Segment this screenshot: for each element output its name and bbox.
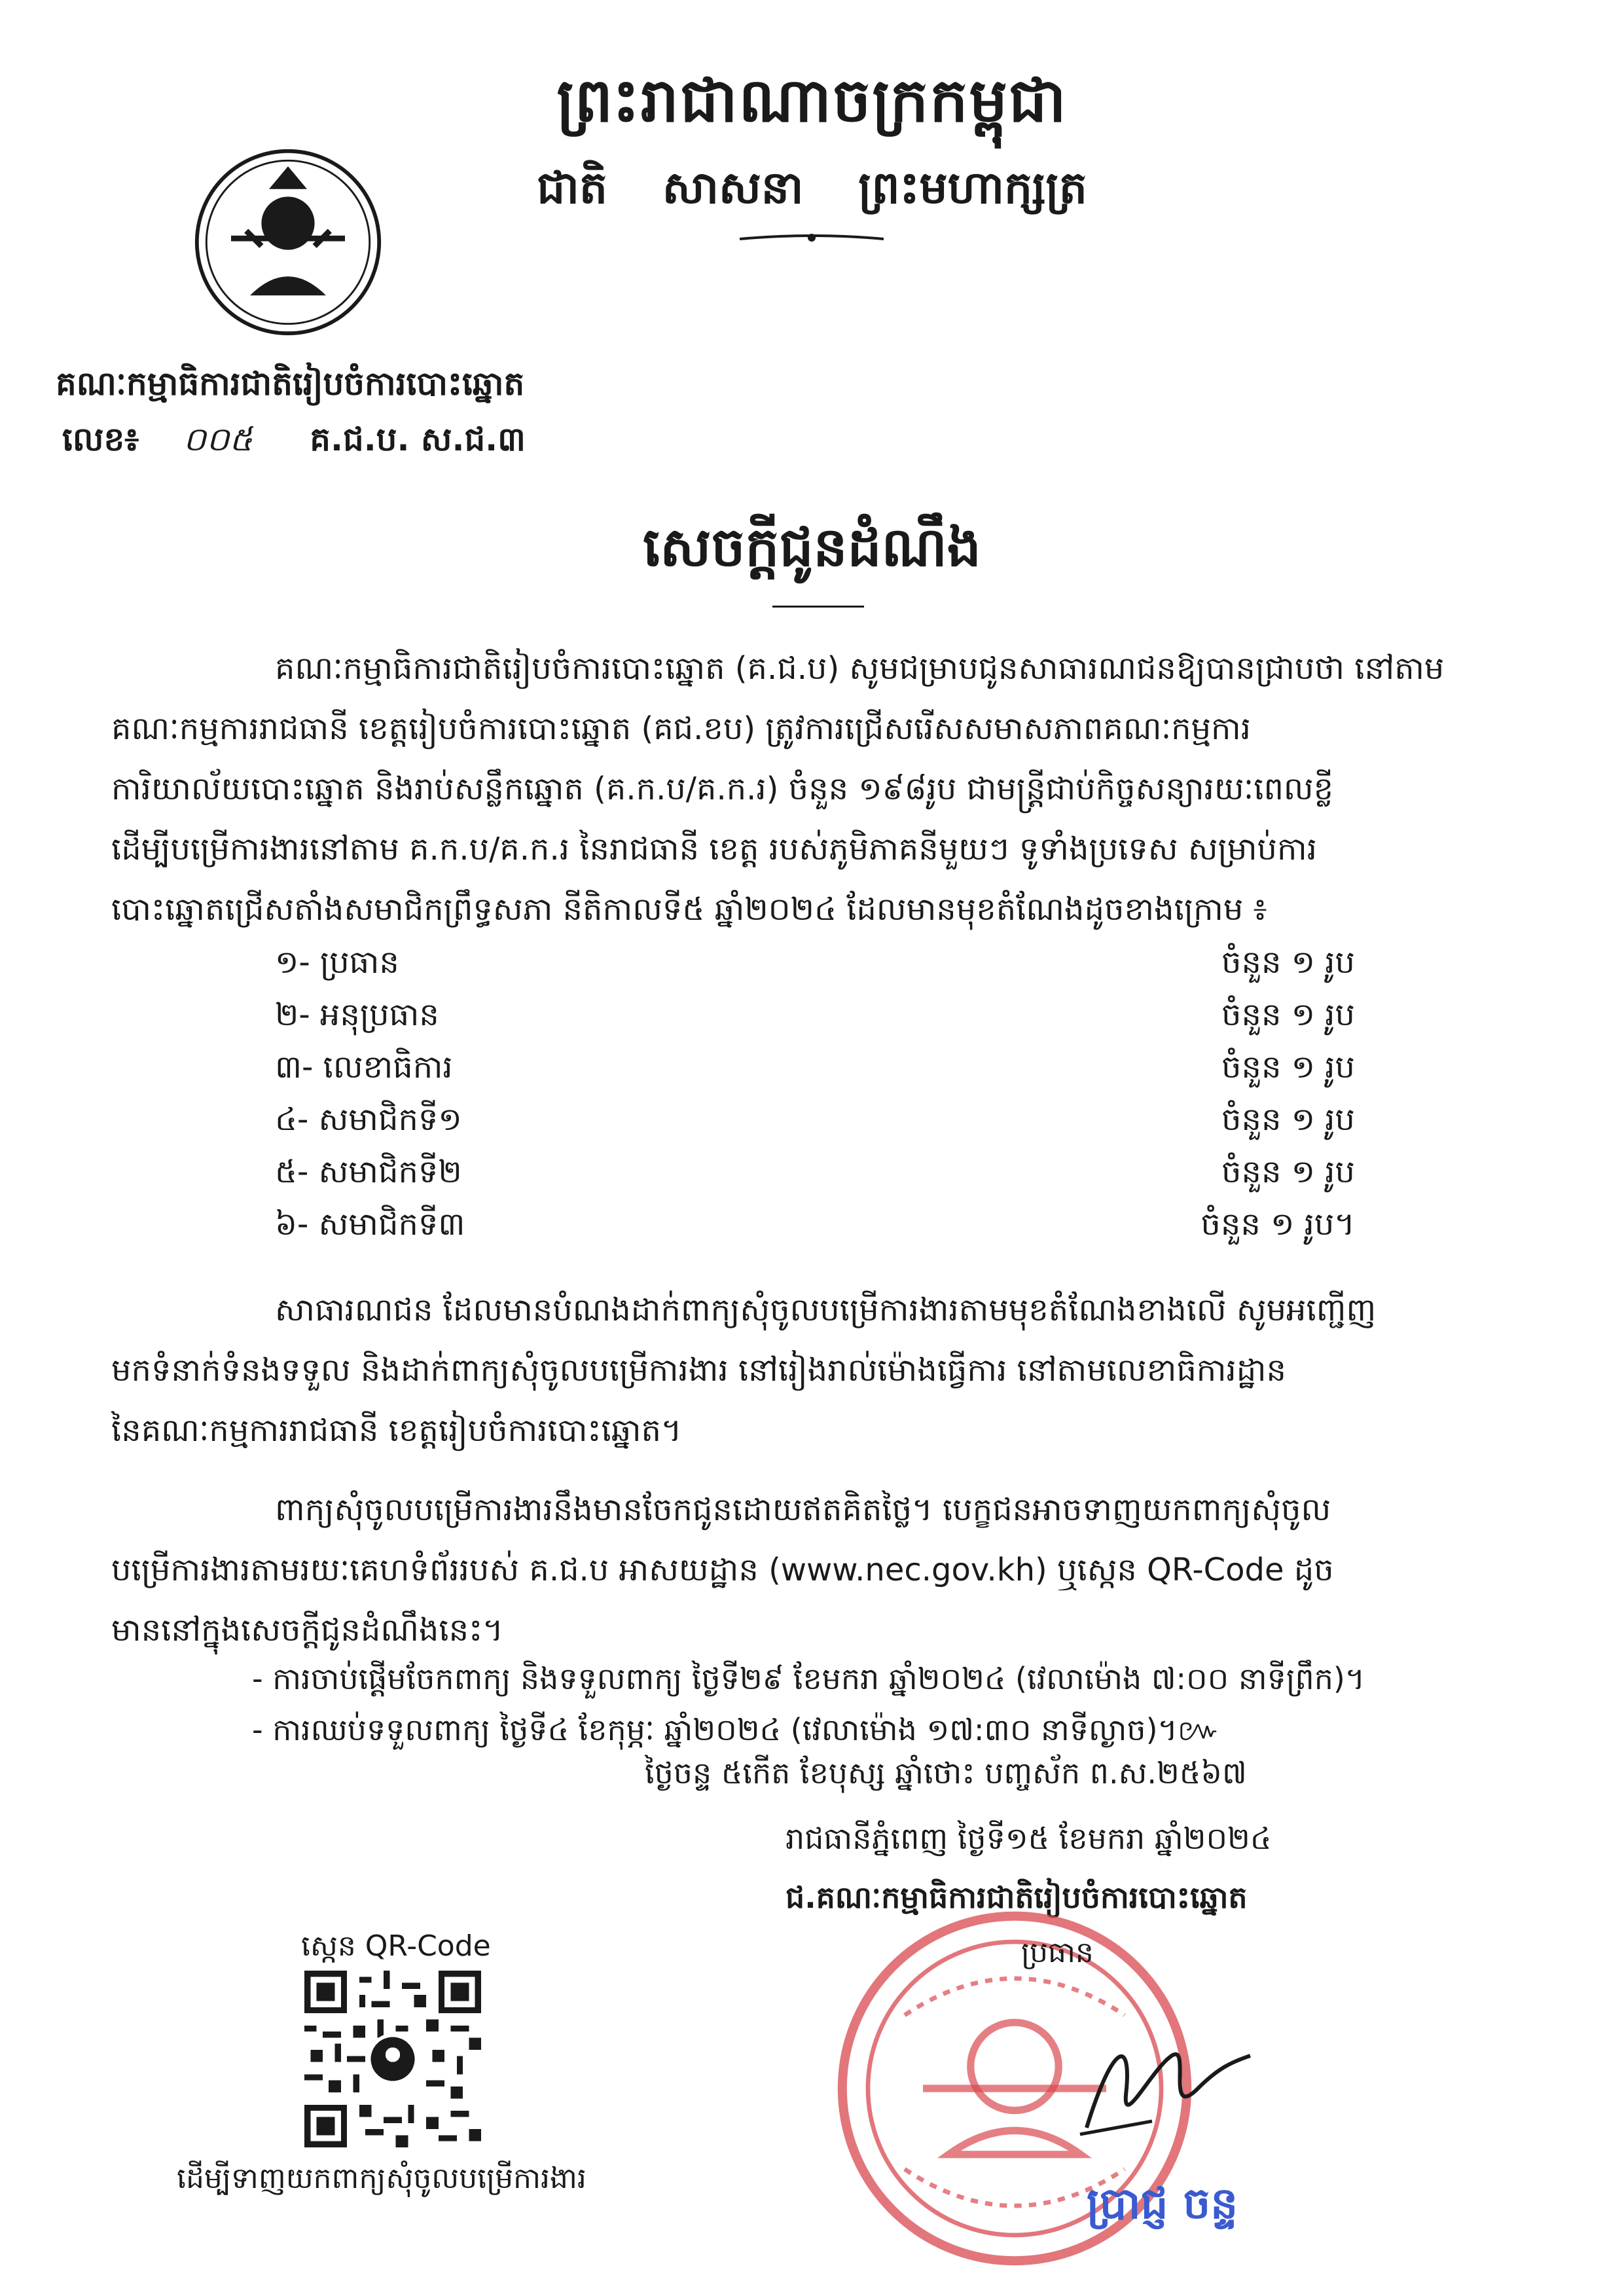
solar-date: រាជធានីភ្នំពេញ ថ្ងៃទី១៥ ខែមករា ឆ្នាំ២០២៤ xyxy=(785,1821,1272,1856)
list-item xyxy=(275,989,1355,1041)
paragraph-line: បោះឆ្នោតជ្រើសតាំងសមាជិកព្រឹទ្ធសភា នីតិកាលទី៥ ឆ្នាំ២០២៤ ដែលមានមុខតំណែងដូចខាងក្រោម ៖ xyxy=(111,891,1267,928)
motto-religion: សាសនា xyxy=(662,162,804,214)
position-count: ចំនួន ១ រូប xyxy=(1221,996,1355,1033)
paragraph-line: ការិយាល័យបោះឆ្នោត និងរាប់សន្លឹកឆ្នោត (គ.ក.ប/គ.ក.រ) ចំនួន ១៩៨រូប ជាមន្ត្រីជាប់កិច្ចសន្យារយៈពេលខ្លី xyxy=(111,771,1334,807)
position-count: ចំនួន ១ រូប xyxy=(1221,944,1355,981)
position-count: ចំនួន ១ រូប xyxy=(1221,1154,1355,1190)
qr-code-icon[interactable] xyxy=(304,1971,481,2147)
list-item xyxy=(275,936,1355,989)
paragraph-line: មកទំនាក់ទំនងទទួល និងដាក់ពាក្យសុំចូលបម្រើការងារ នៅរៀងរាល់ម៉ោងធ្វើការ នៅតាមលេខាធិការដ្ឋាន xyxy=(111,1352,1286,1389)
position-label: ៣- លេខាធិការ xyxy=(275,1049,453,1085)
paragraph-announcement xyxy=(111,638,1519,939)
list-item xyxy=(275,1146,1355,1198)
on-behalf-of: ជ.គណៈកម្មាធិការជាតិរៀបចំការបោះឆ្នោត xyxy=(785,1880,1248,1915)
paragraph-line: ពាក្យសុំចូលបម្រើការងារនឹងមានចែកជូនដោយឥតគិតថ្លៃ។ បេក្ខជនអាចទាញយកពាក្យសុំចូល xyxy=(275,1491,1331,1528)
paragraph-line: គណៈកម្មាធិការជាតិរៀបចំការបោះឆ្នោត (គ.ជ.ប) សូមជម្រាបជូនសាធារណជនឱ្យបានជ្រាបថា នៅតាម xyxy=(275,650,1445,687)
header-divider-ornament xyxy=(740,229,884,249)
paragraph-line: មាននៅក្នុងសេចក្តីជូនដំណឹងនេះ។ xyxy=(111,1612,503,1649)
position-label: ២- អនុប្រធាន xyxy=(275,996,439,1033)
position-count: ចំនួន ១ រូប xyxy=(1221,1049,1355,1085)
schedule-end: - ការឈប់ទទួលពាក្យ ថ្ងៃទី៤ ខែកុម្ភៈ ឆ្នាំ២០២៤ (វេលាម៉ោង ១៧:៣០ នាទីល្ងាច)។៚ xyxy=(252,1712,1221,1747)
motto-nation: ជាតិ xyxy=(537,162,608,214)
issuing-organization: គណៈកម្មាធិការជាតិរៀបចំការបោះឆ្នោត xyxy=(56,365,525,403)
paragraph-line: បម្រើការងារតាមរយៈគេហទំព័ររបស់ គ.ជ.ប អាសយដ្ឋាន (www.nec.gov.kh) ឬស្កេន QR-Code ដូច xyxy=(111,1552,1334,1588)
qr-caption: ដើម្បីទាញយកពាក្យសុំចូលបម្រើការងារ xyxy=(177,2162,586,2195)
signer-name: ប្រាជ្ញ ចន្ទ xyxy=(1087,2178,1238,2229)
lunar-date: ថ្ងៃចន្ទ ៥កើត ខែបុស្ស ឆ្នាំថោះ បញ្ចស័ក ព.ស.២៥៦៧ xyxy=(645,1755,1247,1791)
list-item xyxy=(275,1093,1355,1146)
handwritten-signature xyxy=(1074,2016,1257,2147)
list-item xyxy=(275,1198,1355,1250)
list-item xyxy=(275,1041,1355,1093)
reference-code: គ.ជ.ប. ស.ជ.៣ xyxy=(310,420,526,458)
reference-number-value: ០០៥ xyxy=(183,420,253,458)
document-title: សេចក្តីជូនដំណឹង xyxy=(643,517,981,579)
schedule-start: - ការចាប់ផ្តើមចែកពាក្យ និងទទួលពាក្យ ថ្ងៃទី២៩ ខែមករា ឆ្នាំ២០២៤ (វេលាម៉ោង ៧:០០ នាទីព្រឹក)។ xyxy=(252,1661,1365,1696)
positions-list xyxy=(275,936,1355,1250)
nec-emblem-seal xyxy=(193,147,383,337)
paragraph-download xyxy=(111,1480,1519,1660)
qr-label: ស្កេន QR-Code xyxy=(301,1929,491,1963)
paragraph-application xyxy=(111,1280,1519,1461)
position-count: ចំនួន ១ រូប xyxy=(1221,1101,1355,1138)
paragraph-line: សាធារណជន ដែលមានបំណងដាក់ពាក្យសុំចូលបម្រើការងារតាមមុខតំណែងខាងលើ សូមអញ្ជើញ xyxy=(275,1292,1377,1328)
paragraph-line: ដើម្បីបម្រើការងារនៅតាម គ.ក.ប/គ.ក.រ នៃរាជធានី ខេត្ត របស់ភូមិភាគនីមួយៗ ទូទាំងប្រទេស សម្រាប់ការ xyxy=(111,831,1317,867)
signer-role: ប្រធាន xyxy=(1021,1936,1094,1969)
reference-number xyxy=(62,419,526,467)
position-label: ៥- សមាជិកទី២ xyxy=(275,1154,462,1190)
position-label: ៤- សមាជិកទី១ xyxy=(275,1101,462,1138)
paragraph-line: នៃគណៈកម្មការរាជធានី ខេត្តរៀបចំការបោះឆ្នោត។ xyxy=(111,1412,682,1449)
motto-king: ព្រះមហាក្សត្រ xyxy=(858,162,1087,214)
paragraph-line: គណៈកម្មការរាជធានី ខេត្តរៀបចំការបោះឆ្នោត (គជ.ខប) ត្រូវការជ្រើសរើសសមាសភាពគណៈកម្មការ xyxy=(111,710,1251,747)
title-divider xyxy=(772,606,864,608)
schedule-list xyxy=(252,1653,1528,1755)
kingdom-heading: ព្រះរាជាណាចក្រកម្ពុជា xyxy=(556,65,1068,136)
position-label: ១- ប្រធាន xyxy=(275,944,399,981)
position-label: ៦- សមាជិកទី៣ xyxy=(275,1206,465,1243)
reference-number-label: លេខ៖ xyxy=(62,420,139,458)
position-count: ចំនួន ១ រូប។ xyxy=(1200,1206,1355,1243)
